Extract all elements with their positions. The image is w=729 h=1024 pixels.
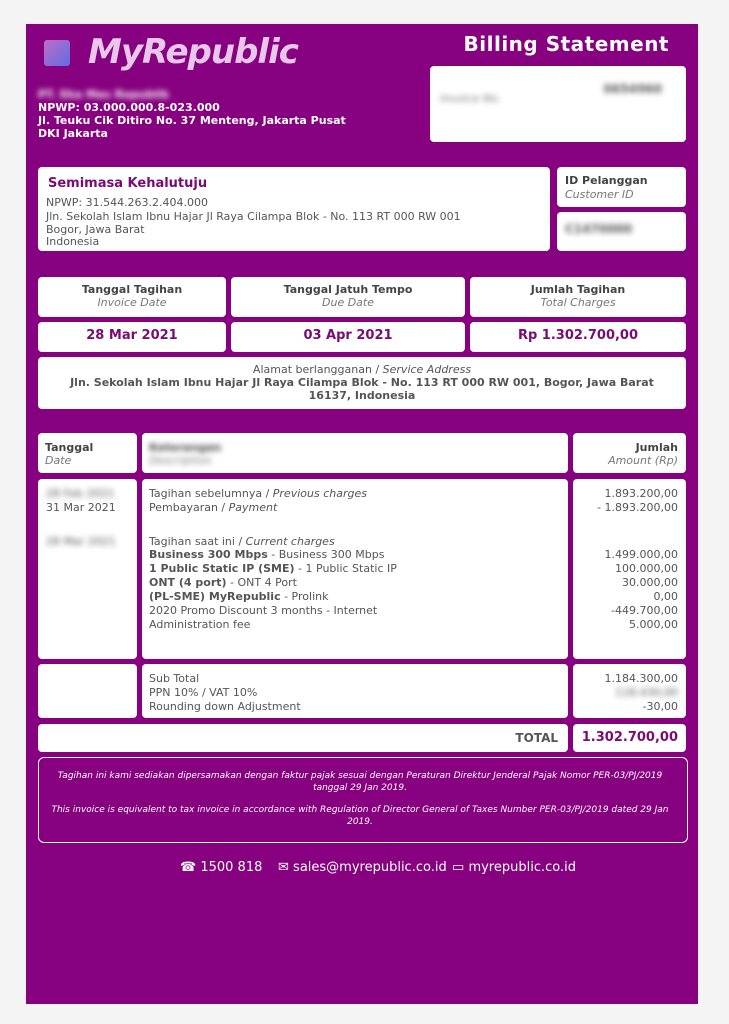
item-amount: 5.000,00 <box>629 618 678 631</box>
customer-id-label: ID Pelanggan <box>565 174 648 187</box>
company-info <box>38 88 346 140</box>
current-charges-text-en: Current charges <box>245 535 335 548</box>
company-npwp: NPWP: 03.000.000.8-023.000 <box>38 101 220 114</box>
total-charges-value: Rp 1.302.700,00 <box>517 328 639 343</box>
subtotal-amounts <box>573 664 686 718</box>
description-header-en: Description <box>149 454 212 467</box>
customer-id-value: C1470000 <box>565 222 633 236</box>
item-detail: - Prolink <box>280 590 329 603</box>
due-date-label-box <box>231 277 465 317</box>
globe-icon: ▭ <box>452 860 465 875</box>
due-date-value: 03 Apr 2021 <box>303 328 393 343</box>
item-name: Business 300 Mbps <box>149 548 268 561</box>
amount-header-en: Amount (Rp) <box>608 454 678 467</box>
customer-npwp: NPWP: 31.544.263.2.404.000 <box>46 196 209 209</box>
brand-logo-text: MyRepublic <box>88 32 298 72</box>
item-detail: - 1 Public Static IP <box>294 562 397 575</box>
company-city: DKI Jakarta <box>38 127 108 140</box>
subtotal-label: Sub Total <box>149 672 200 685</box>
brand-logo-icon <box>44 40 70 66</box>
payment-date: 31 Mar 2021 <box>46 501 116 514</box>
rounding-amount: -30,00 <box>642 700 678 713</box>
item-row <box>149 604 377 617</box>
item-detail: - Business 300 Mbps <box>267 548 385 561</box>
payment-text-en: Payment <box>228 501 278 514</box>
contact-website-text[interactable]: myrepublic.co.id <box>468 860 576 875</box>
table-body-dates <box>38 479 137 659</box>
contact-email-text[interactable]: sales@myrepublic.co.id <box>293 860 447 875</box>
current-charges-desc <box>149 535 335 548</box>
total-label-box <box>38 724 568 752</box>
contact-email[interactable] <box>278 860 447 875</box>
contact-website[interactable] <box>452 860 576 875</box>
rounding-label: Rounding down Adjustment <box>149 700 301 713</box>
page-title: Billing Statement <box>463 32 669 56</box>
invoice-date-value: 28 Mar 2021 <box>86 328 178 343</box>
subtotal-labels <box>142 664 568 718</box>
table-header-date <box>38 433 137 473</box>
customer-address-line1: Jln. Sekolah Islam Ibnu Hajar Jl Raya Cilampa Blok - No. 113 RT 000 RW 001 <box>46 210 461 223</box>
item-amount: 100.000,00 <box>615 562 678 575</box>
subtotal-amount: 1.184.300,00 <box>604 672 678 685</box>
item-amount: 0,00 <box>653 590 678 603</box>
tax-note-en: This invoice is equivalent to tax invoice in accordance with Regulation of Director General of Taxes Number PER-03/PJ/2019 dated 29 Jan 2019. <box>51 805 669 827</box>
invoice-date-label-box <box>38 277 226 317</box>
payment-amount: - 1.893.200,00 <box>597 501 678 514</box>
prev-charges-text-en: Previous charges <box>272 487 367 500</box>
tax-note <box>40 770 680 828</box>
item-row <box>149 618 250 631</box>
service-zip: 16137, Indonesia <box>308 389 416 402</box>
item-detail: Administration fee <box>149 618 251 631</box>
date-header-en: Date <box>45 454 72 467</box>
prev-date: 28 Feb 2021 <box>46 487 115 500</box>
invoice-date-label-en: Invoice Date <box>97 296 167 309</box>
item-name: (PL-SME) MyRepublic <box>149 590 281 603</box>
total-charges-box <box>470 322 686 352</box>
ppn-label: PPN 10% / VAT 10% <box>149 686 258 699</box>
customer-id-label-en: Customer ID <box>565 188 634 201</box>
customer-id-label-box <box>557 167 686 207</box>
total-charges-label: Jumlah Tagihan <box>530 283 626 296</box>
item-row <box>149 576 297 589</box>
item-amount: -449.700,00 <box>611 604 678 617</box>
invoice-date-label: Tanggal Tagihan <box>81 283 183 296</box>
due-date-box <box>231 322 465 352</box>
customer-name: Semimasa Kehalutuju <box>48 176 208 191</box>
invoice-number: 0654960 <box>603 82 662 96</box>
date-header: Tanggal <box>45 441 94 454</box>
subtotal-date-cell <box>38 664 137 718</box>
item-name: 1 Public Static IP (SME) <box>149 562 295 575</box>
service-address: Jln. Sekolah Islam Ibnu Hajar Jl Raya Cilampa Blok - No. 113 RT 000 RW 001, Bogor, Jawa Barat <box>70 376 654 389</box>
contact-phone <box>180 860 262 875</box>
customer-id-box <box>557 212 686 251</box>
amount-header: Jumlah <box>635 441 678 454</box>
total-charges-label-en: Total Charges <box>540 296 616 309</box>
description-header: Keterangan <box>149 441 222 454</box>
item-row <box>149 590 328 603</box>
table-body-amounts <box>573 479 686 659</box>
total-amount: 1.302.700,00 <box>581 730 678 745</box>
phone-icon: ☎ <box>180 860 197 875</box>
customer-address-line2: Bogor, Jawa Barat <box>46 223 145 236</box>
due-date-label: Tanggal Jatuh Tempo <box>283 283 413 296</box>
total-charges-label-box <box>470 277 686 317</box>
prev-charges-desc <box>149 487 367 500</box>
item-detail: - ONT 4 Port <box>226 576 297 589</box>
tax-note-id: Tagihan ini kami sediakan dipersamakan dengan faktur pajak sesuai dengan Peraturan Direktur Jenderal Pajak Nomor PER-03/PJ/2019 tanggal 29 Jan 2019. <box>57 771 663 793</box>
item-row <box>149 562 397 575</box>
item-row <box>149 548 384 561</box>
total-amount-box <box>573 724 686 752</box>
payment-desc <box>149 501 277 514</box>
ppn-amount: 118.430,00 <box>615 686 678 699</box>
customer-country: Indonesia <box>46 235 100 248</box>
total-label: TOTAL <box>515 731 558 745</box>
service-address-label: Alamat berlangganan <box>252 363 372 376</box>
current-charges-text: Tagihan saat ini / <box>149 535 246 548</box>
company-name: PT. Eka Mas Republik <box>38 88 170 101</box>
table-header-amount <box>573 433 686 473</box>
service-address-box: Alamat berlangganan / Service Address Jln. Sekolah Islam Ibnu Hajar Jl Raya Cilampa Blok - No. 113 RT 000 RW 001, Bogor, Jawa Barat 16137, Indonesia <box>38 357 686 409</box>
current-date: 28 Mar 2021 <box>46 535 116 548</box>
table-body-descriptions <box>142 479 568 659</box>
company-address: Jl. Teuku Cik Ditiro No. 37 Menteng, Jakarta Pusat <box>38 114 346 127</box>
invoice-number-label: Invoice No. <box>440 92 502 105</box>
customer-box <box>38 167 550 251</box>
item-amount: 1.499.000,00 <box>604 548 678 561</box>
item-name: ONT (4 port) <box>149 576 227 589</box>
invoice-date-box <box>38 322 226 352</box>
service-address-label-en: Service Address <box>382 363 472 376</box>
due-date-label-en: Due Date <box>322 296 374 309</box>
email-icon: ✉ <box>278 860 289 875</box>
invoice-number-box <box>430 66 686 142</box>
prev-charges-amount: 1.893.200,00 <box>604 487 678 500</box>
item-detail: 2020 Promo Discount 3 months - Internet <box>149 604 378 617</box>
item-amount: 30.000,00 <box>622 576 678 589</box>
contact-phone-text: 1500 818 <box>200 860 263 875</box>
payment-text: Pembayaran / <box>149 501 229 514</box>
prev-charges-text: Tagihan sebelumnya / <box>149 487 273 500</box>
table-header-description <box>142 433 568 473</box>
